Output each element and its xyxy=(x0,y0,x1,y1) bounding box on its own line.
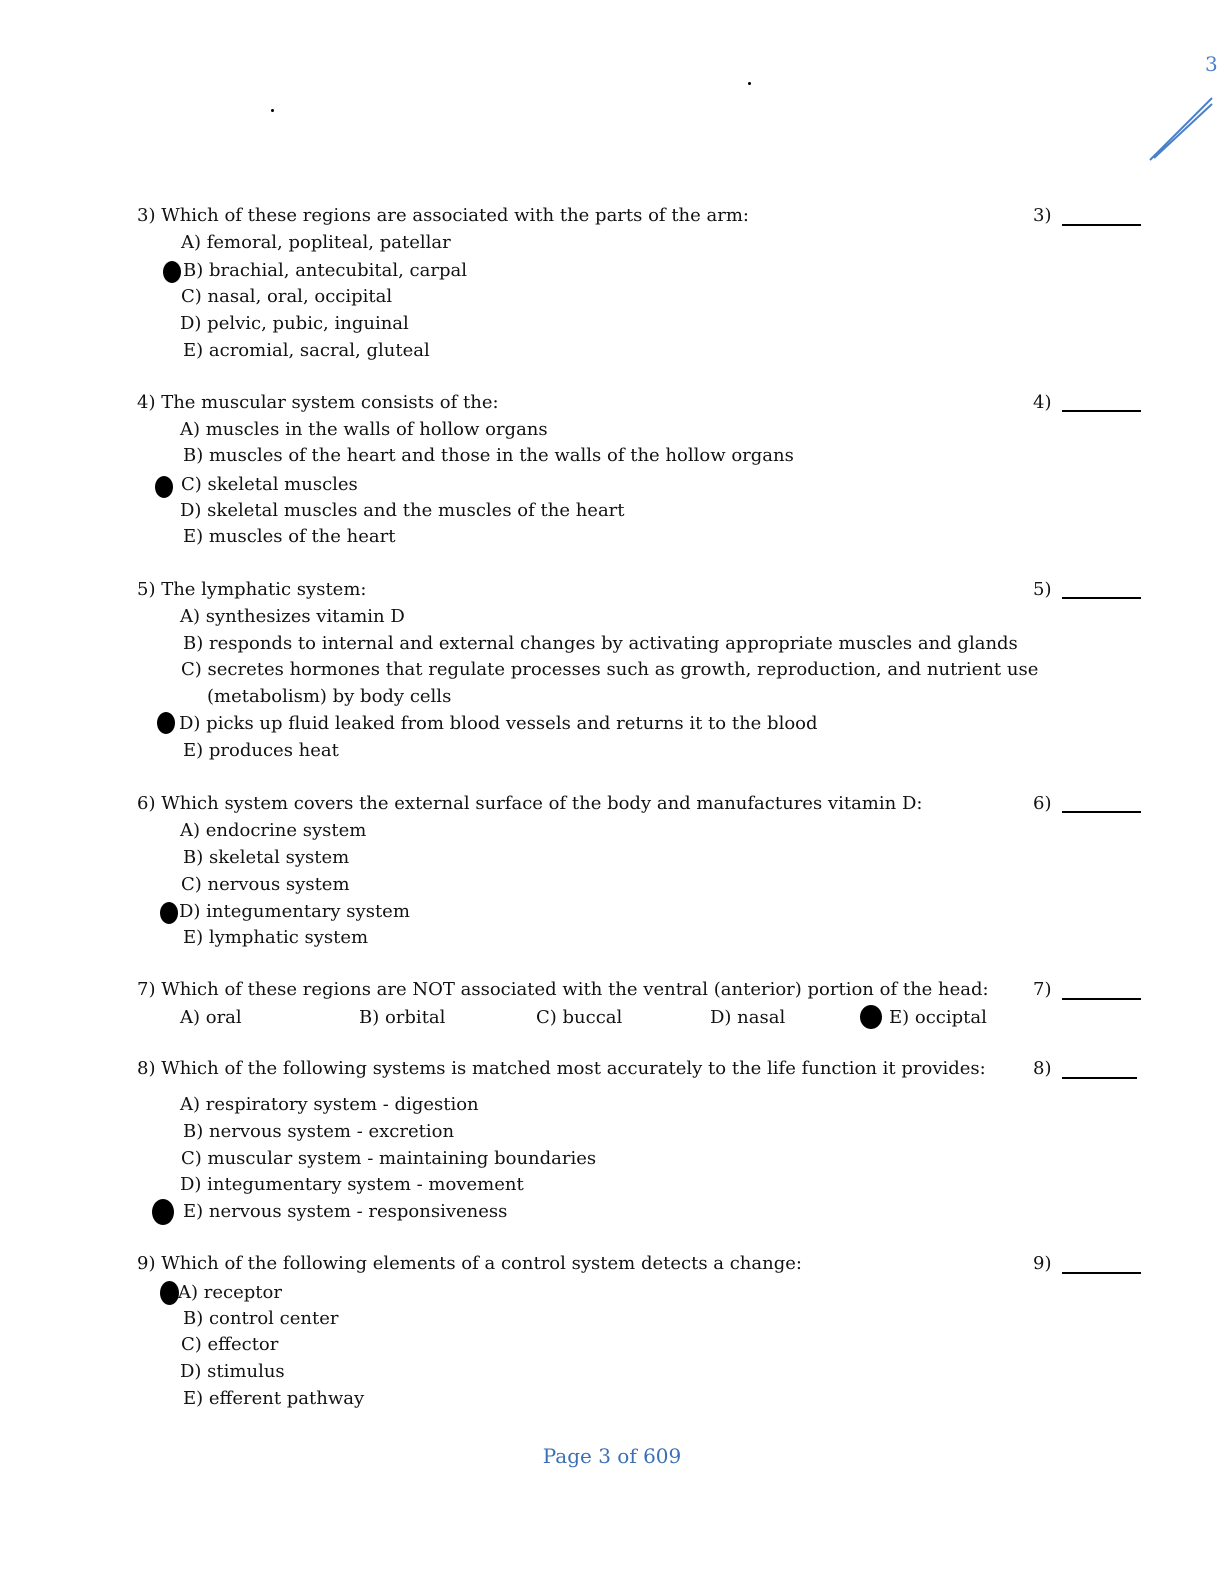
option-e[interactable]: E) acromial, sacral, gluteal xyxy=(183,340,430,361)
option-a[interactable]: A) synthesizes vitamin D xyxy=(180,606,405,627)
answer-blank[interactable] xyxy=(1062,811,1141,813)
option-d[interactable]: D) pelvic, pubic, inguinal xyxy=(180,313,409,334)
question-stem: 8) Which of the following systems is matched most accurately to the life function it provides: xyxy=(137,1058,986,1079)
option-c[interactable]: C) nasal, oral, occipital xyxy=(181,286,393,307)
option-a[interactable]: A) receptor xyxy=(178,1282,282,1303)
answer-mark-bubble xyxy=(155,476,173,498)
option-b[interactable]: B) brachial, antecubital, carpal xyxy=(183,260,467,281)
question-stem: 9) Which of the following elements of a control system detects a change: xyxy=(137,1253,802,1274)
answer-blank[interactable] xyxy=(1062,410,1141,412)
question-stem: 6) Which system covers the external surface of the body and manufactures vitamin D: xyxy=(137,793,923,814)
option-b[interactable]: B) muscles of the heart and those in the walls of the hollow organs xyxy=(183,445,794,466)
option-c[interactable]: C) skeletal muscles xyxy=(181,474,358,495)
answer-mark-bubble xyxy=(152,1199,174,1225)
answer-number: 3) xyxy=(1033,205,1052,226)
option-c-continued: (metabolism) by body cells xyxy=(207,686,452,707)
answer-blank[interactable] xyxy=(1062,597,1141,599)
option-d[interactable]: D) integumentary system - movement xyxy=(180,1174,524,1195)
question-stem: 4) The muscular system consists of the: xyxy=(137,392,499,413)
option-e[interactable]: E) occiptal xyxy=(889,1007,987,1028)
option-a[interactable]: A) respiratory system - digestion xyxy=(180,1094,479,1115)
question-stem: 5) The lymphatic system: xyxy=(137,579,367,600)
answer-mark-bubble xyxy=(160,902,178,924)
answer-blank[interactable] xyxy=(1062,998,1141,1000)
corner-page-digit: 3 xyxy=(1205,52,1218,76)
option-c[interactable]: C) muscular system - maintaining boundaries xyxy=(181,1148,597,1169)
answer-mark-bubble xyxy=(163,261,181,283)
option-a[interactable]: A) endocrine system xyxy=(180,820,367,841)
option-b[interactable]: B) responds to internal and external changes by activating appropriate muscles and glands xyxy=(183,633,1018,654)
pen-stroke-decoration xyxy=(1140,90,1224,170)
option-b[interactable]: B) orbital xyxy=(359,1007,446,1028)
answer-blank[interactable] xyxy=(1062,1077,1137,1079)
option-c[interactable]: C) effector xyxy=(181,1334,279,1355)
answer-blank[interactable] xyxy=(1062,224,1141,226)
answer-number: 4) xyxy=(1033,392,1052,413)
option-d[interactable]: D) stimulus xyxy=(180,1361,285,1382)
option-a[interactable]: A) femoral, popliteal, patellar xyxy=(181,232,451,253)
option-d[interactable]: D) picks up fluid leaked from blood vessels and returns it to the blood xyxy=(179,713,818,734)
answer-number: 8) xyxy=(1033,1058,1052,1079)
option-e[interactable]: E) lymphatic system xyxy=(183,927,369,948)
option-d[interactable]: D) skeletal muscles and the muscles of the heart xyxy=(180,500,625,521)
answer-mark-bubble xyxy=(160,1281,179,1305)
question-stem: 7) Which of these regions are NOT associated with the ventral (anterior) portion of the head: xyxy=(137,979,989,1000)
option-a[interactable]: A) muscles in the walls of hollow organs xyxy=(180,419,548,440)
option-b[interactable]: B) control center xyxy=(183,1308,339,1329)
option-c[interactable]: C) secretes hormones that regulate processes such as growth, reproduction, and nutrient use xyxy=(181,659,1039,680)
page-footer: Page 3 of 609 xyxy=(542,1444,682,1468)
option-c[interactable]: C) buccal xyxy=(536,1007,623,1028)
option-d[interactable]: D) nasal xyxy=(710,1007,786,1028)
answer-number: 6) xyxy=(1033,793,1052,814)
option-a[interactable]: A) oral xyxy=(180,1007,242,1028)
answer-mark-bubble xyxy=(157,712,175,734)
option-d[interactable]: D) integumentary system xyxy=(179,901,410,922)
option-e[interactable]: E) nervous system - responsiveness xyxy=(183,1201,508,1222)
answer-blank[interactable] xyxy=(1062,1272,1141,1274)
answer-mark-bubble xyxy=(860,1005,882,1029)
question-stem: 3) Which of these regions are associated with the parts of the arm: xyxy=(137,205,749,226)
stray-dot xyxy=(271,109,274,112)
option-e[interactable]: E) produces heat xyxy=(183,740,339,761)
option-e[interactable]: E) muscles of the heart xyxy=(183,526,396,547)
option-c[interactable]: C) nervous system xyxy=(181,874,350,895)
answer-number: 5) xyxy=(1033,579,1052,600)
option-b[interactable]: B) nervous system - excretion xyxy=(183,1121,455,1142)
option-b[interactable]: B) skeletal system xyxy=(183,847,350,868)
answer-number: 9) xyxy=(1033,1253,1052,1274)
stray-dot xyxy=(748,82,751,85)
option-e[interactable]: E) efferent pathway xyxy=(183,1388,365,1409)
answer-number: 7) xyxy=(1033,979,1052,1000)
